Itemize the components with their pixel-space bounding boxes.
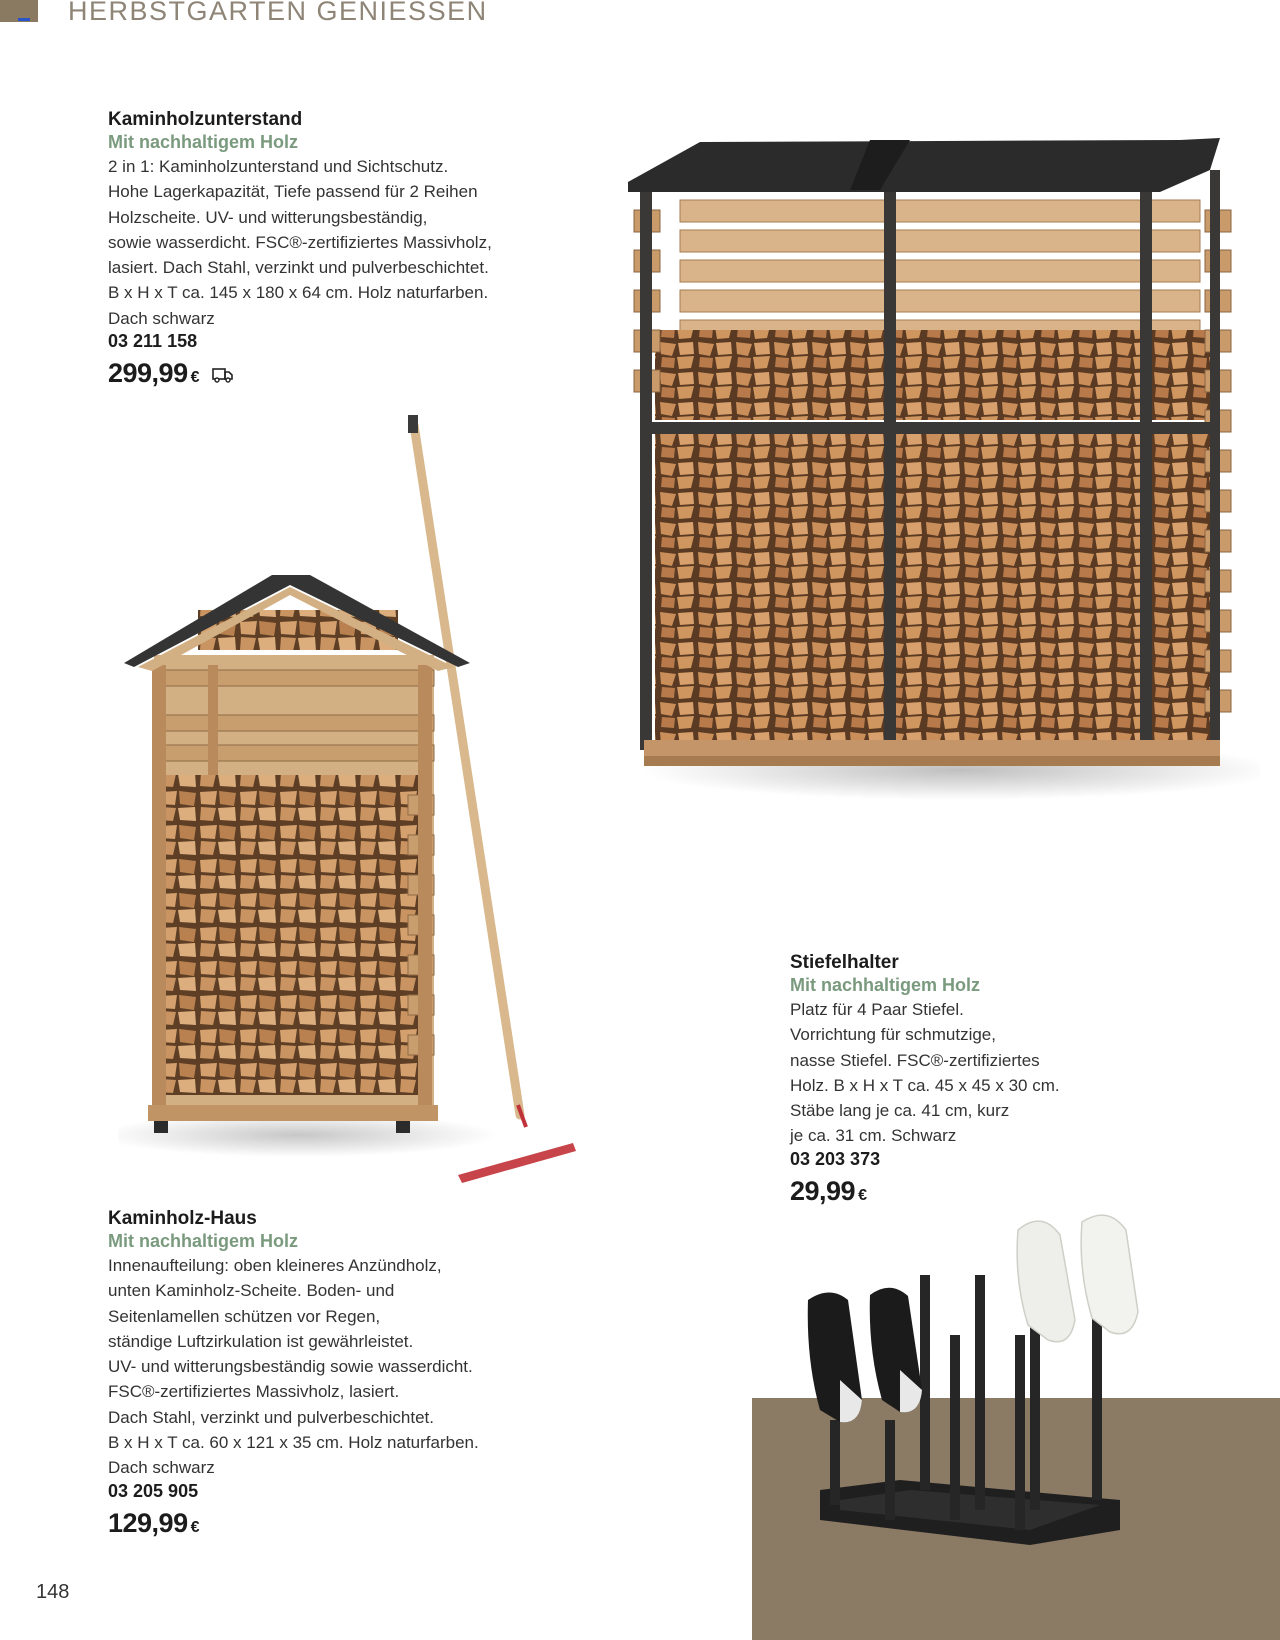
tab-marker <box>18 18 30 21</box>
product-subtitle: Mit nachhaltigem Holz <box>108 132 299 152</box>
product-description: 2 in 1: Kaminholzunterstand und Sichtschutz. Hohe Lagerkapazität, Tiefe passend für 2 Reihen Holzscheite. UV- und witterungsbeständig, sowie wasserdicht. FSC®-zertifiziertes Massivholz, lasiert. Dach Stahl, verzinkt und pulverbeschichtet. B x H x T ca. 145 x 180 x 64 cm. Holz naturfarben. Dach schwarz <box>108 157 492 328</box>
product-description: Innenaufteilung: oben kleineres Anzündholz, unten Kaminholz-Scheite. Boden- und Seitenlamellen schützen vor Regen, ständige Luftzirkulation ist gewährleistet. UV- und witterungsbeständig sowie wasserdicht. FSC®-zertifiziertes Massivholz, lasiert. Dach Stahl, verzinkt und pulverbeschichtet. B x H x T ca. 60 x 121 x 35 cm. Holz naturfarben. Dach schwarz <box>108 1256 479 1478</box>
price-value: 299,99 <box>108 358 188 389</box>
firewood-house-image <box>118 415 588 1185</box>
product-subtitle: Mit nachhaltigem Holz <box>108 1231 299 1251</box>
product-kaminholzunterstand <box>108 109 578 390</box>
currency-symbol: € <box>858 1186 867 1204</box>
product-name: Kaminholzunterstand <box>108 109 303 130</box>
boot-rack-image <box>790 1200 1180 1580</box>
product-name: Kaminholz-Haus <box>108 1208 257 1229</box>
product-subtitle: Mit nachhaltigem Holz <box>790 975 981 995</box>
price-value: 129,99 <box>108 1507 188 1538</box>
currency-symbol: € <box>190 1518 199 1536</box>
currency-symbol: € <box>190 369 199 387</box>
article-number: 03 205 905 <box>108 1480 199 1501</box>
page-number: 148 <box>36 1581 70 1603</box>
price-value: 29,99 <box>790 1175 856 1206</box>
price-tag <box>108 1508 578 1539</box>
price-tag <box>108 358 578 390</box>
firewood-shelter-image <box>620 130 1260 810</box>
truck-icon <box>212 359 234 390</box>
product-stiefelhalter <box>790 952 1230 1207</box>
product-kaminholz-haus <box>108 1208 578 1539</box>
product-name: Stiefelhalter <box>790 952 899 973</box>
product-description: Platz für 4 Paar Stiefel. Vorrichtung für schmutzige, nasse Stiefel. FSC®-zertifiziertes Holz. B x H x T ca. 45 x 45 x 30 cm. Stäbe lang je ca. 41 cm, kurz je ca. 31 cm. Schwarz <box>790 1000 1060 1146</box>
article-number: 03 203 373 <box>790 1148 881 1169</box>
section-title: HERBSTGARTEN GENIESSEN <box>68 0 488 26</box>
article-number: 03 211 158 <box>108 331 198 352</box>
